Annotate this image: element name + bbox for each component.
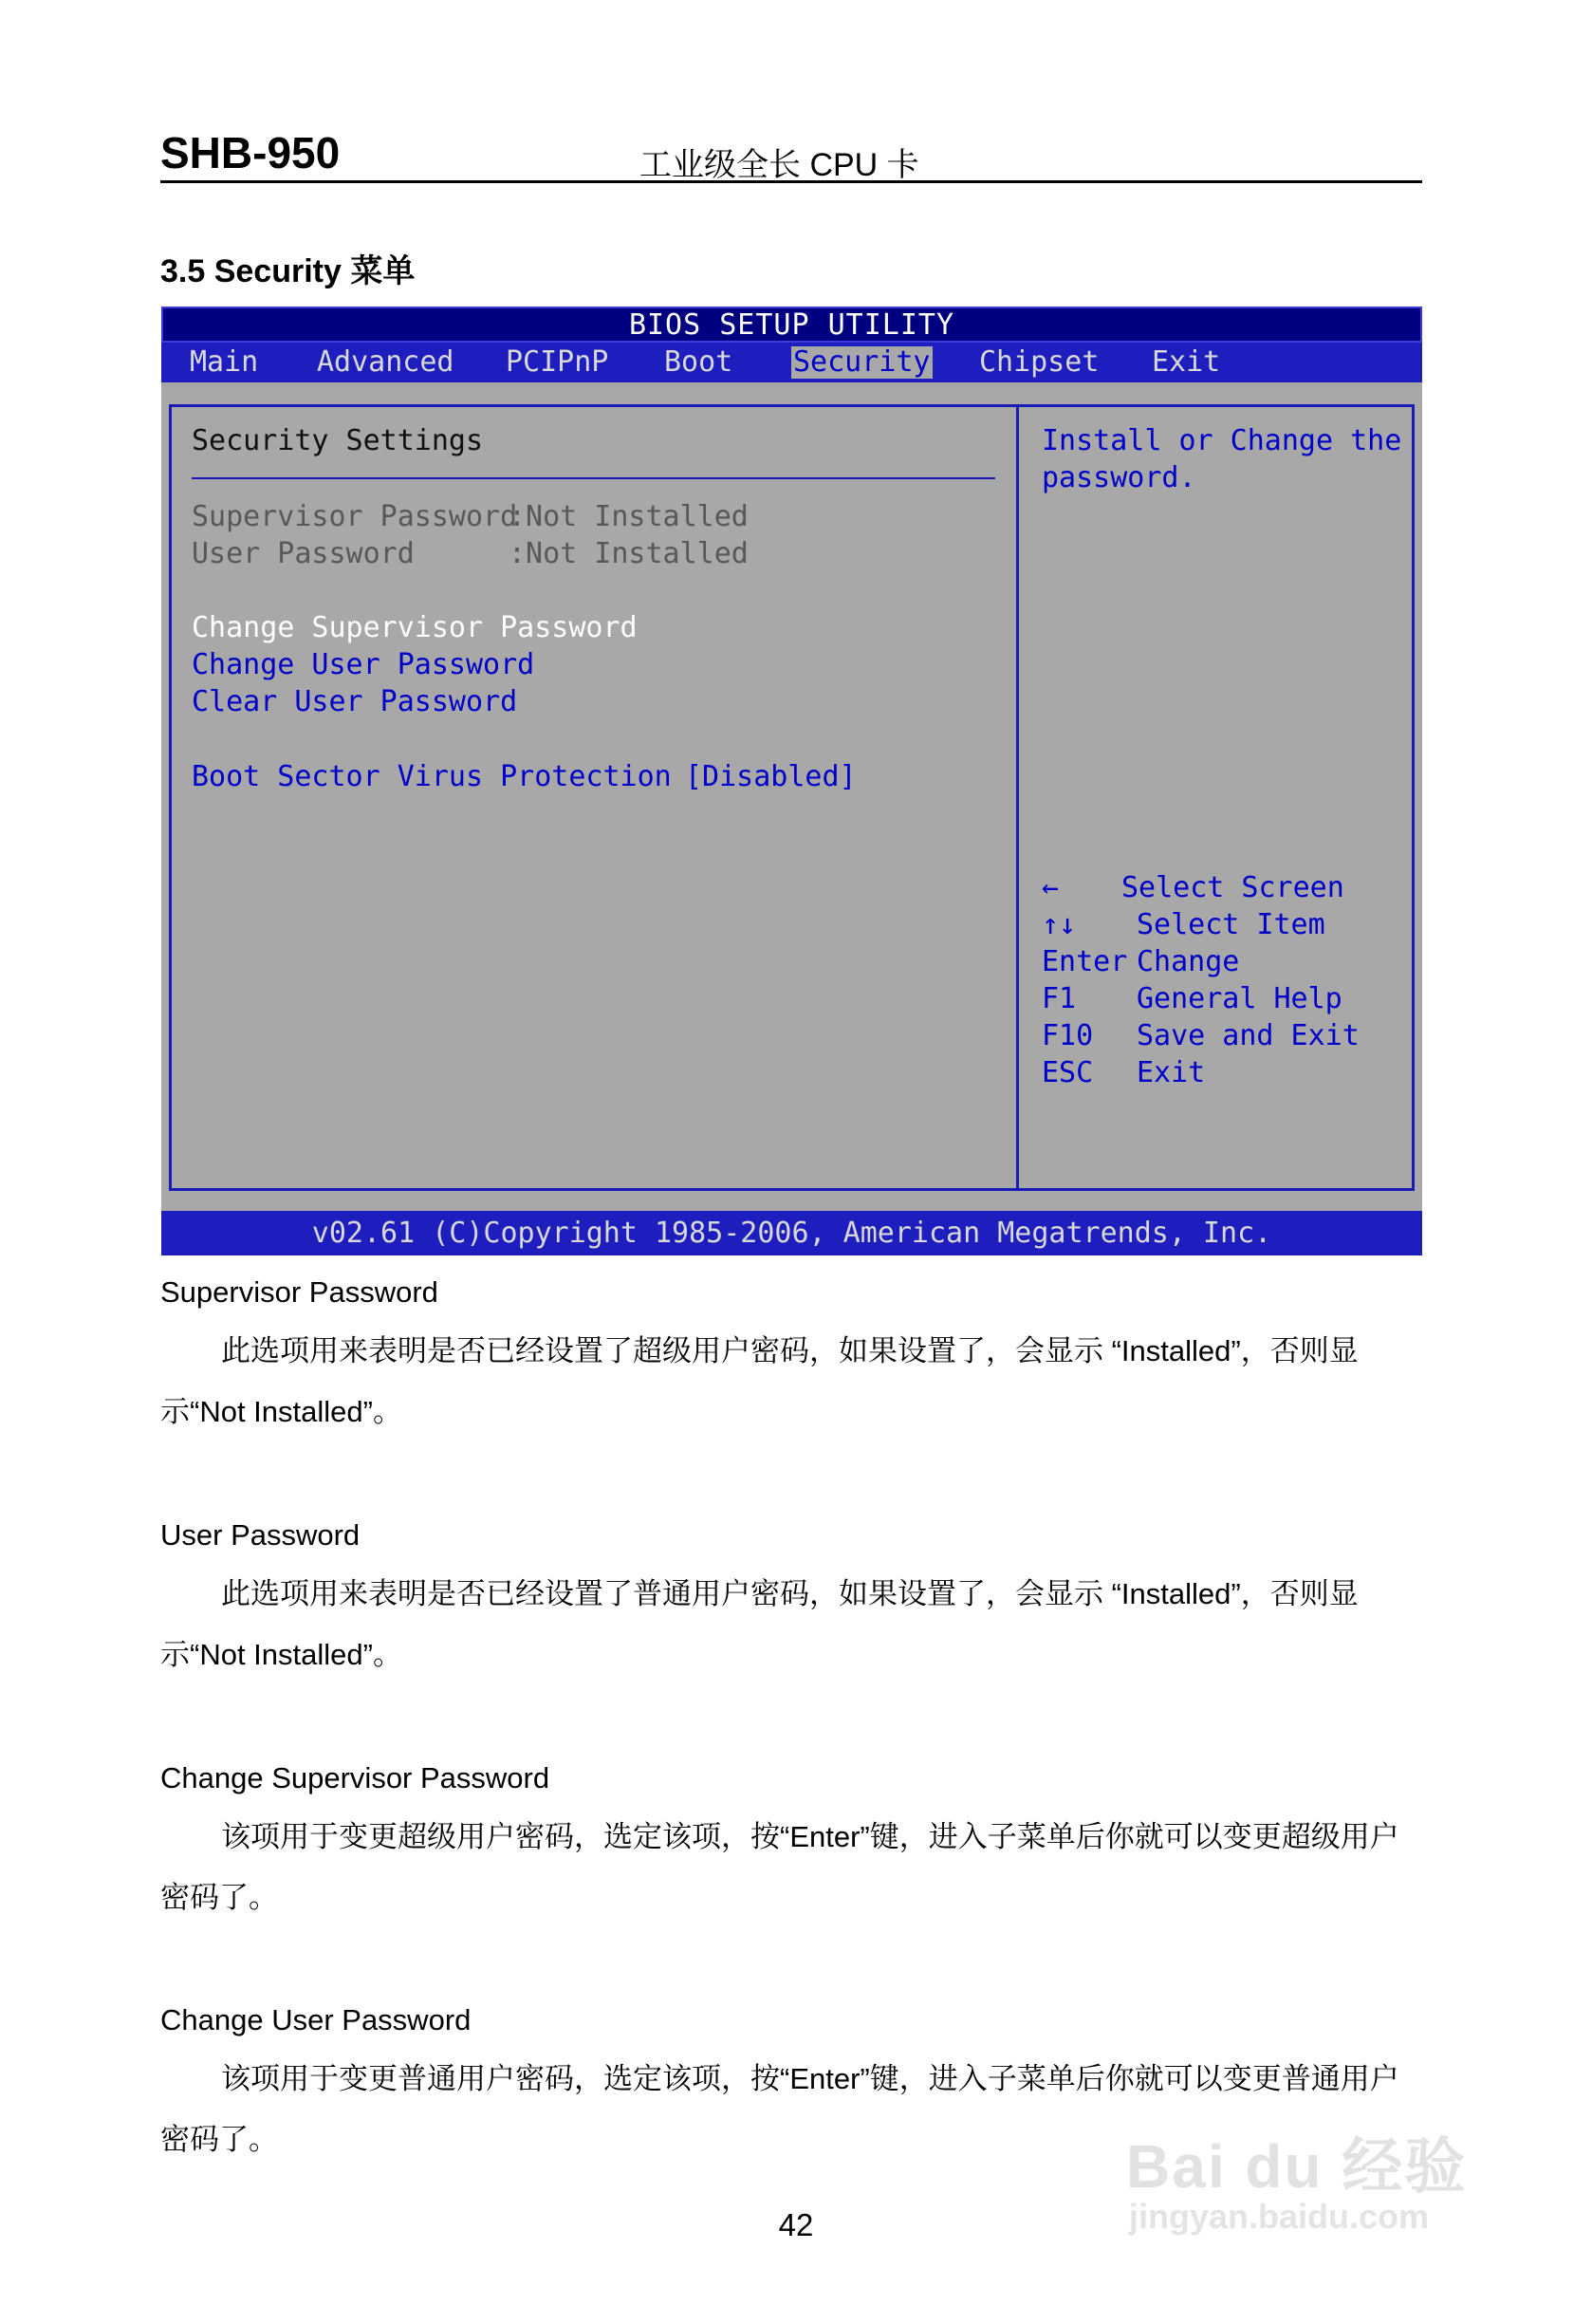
model-name: SHB-950	[160, 128, 341, 177]
key-up-down: ↑↓	[1042, 908, 1077, 941]
boot-sector-virus-protection-value[interactable]: [Disabled]	[685, 760, 857, 793]
change-supervisor-password-option[interactable]: Change Supervisor Password	[192, 611, 638, 644]
menu-pcipnp[interactable]: PCIPnP	[506, 345, 609, 379]
menu-chipset[interactable]: Chipset	[979, 345, 1100, 379]
boot-sector-virus-protection-label[interactable]: Boot Sector Virus Protection	[192, 760, 672, 793]
key-f1: F1	[1042, 982, 1077, 1015]
bios-screenshot	[161, 307, 1422, 1255]
key-desc-general-help: General Help	[1137, 982, 1342, 1015]
supervisor-password-value: :Not Installed	[509, 500, 749, 533]
help-text-line-2: password.	[1042, 461, 1196, 494]
watermark-logo: Bai du 经验	[1126, 2132, 1468, 2201]
panel-title: Security Settings	[192, 424, 484, 457]
key-esc: ESC	[1042, 1056, 1094, 1089]
description-title-change-supervisor-password: Change Supervisor Password	[160, 1761, 550, 1794]
description-title-change-user-password: Change User Password	[160, 2003, 472, 2036]
key-desc-exit: Exit	[1137, 1056, 1206, 1089]
menu-advanced[interactable]: Advanced	[317, 345, 454, 379]
page-header	[160, 121, 1422, 183]
supervisor-password-label: Supervisor Password	[192, 500, 518, 533]
key-desc-select-item: Select Item	[1137, 908, 1325, 941]
menu-security[interactable]: Security	[793, 345, 931, 379]
description-text-change-user-password: 该项用于变更普通用户密码，选定该项，按“Enter”键，进入子菜单后你就可以变更普通用户密码了。	[160, 2062, 1399, 2156]
menu-main[interactable]: Main	[190, 345, 259, 379]
panel-divider	[192, 477, 995, 479]
page-number: 42	[778, 2207, 814, 2242]
key-desc-save-and-exit: Save and Exit	[1137, 1019, 1360, 1052]
description-text-user-password: 此选项用来表明是否已经设置了普通用户密码，如果设置了，会显示 “Installed”，否则显示“Not Installed”。	[160, 1577, 1359, 1671]
user-password-label: User Password	[192, 537, 415, 570]
key-desc-select-screen: Select Screen	[1121, 871, 1344, 904]
description-text-supervisor-password: 此选项用来表明是否已经设置了超级用户密码，如果设置了，会显示 “Installed”，否则显示“Not Installed”。	[160, 1334, 1359, 1428]
key-desc-change: Change	[1137, 945, 1240, 978]
clear-user-password-option[interactable]: Clear User Password	[192, 685, 518, 718]
description-title-user-password: User Password	[160, 1518, 361, 1552]
key-f10: F10	[1042, 1019, 1094, 1052]
description-title-supervisor-password: Supervisor Password	[160, 1275, 438, 1309]
user-password-value: :Not Installed	[509, 537, 749, 570]
key-left-right: ←	[1042, 871, 1060, 904]
menu-exit[interactable]: Exit	[1152, 345, 1221, 379]
bios-menu-bar	[161, 343, 1422, 382]
key-enter: Enter	[1042, 945, 1128, 978]
menu-boot[interactable]: Boot	[664, 345, 733, 379]
bios-title-bar: BIOS SETUP UTILITY	[161, 307, 1422, 343]
description-text-change-supervisor-password: 该项用于变更超级用户密码，选定该项，按“Enter”键，进入子菜单后你就可以变更超级用户密码了。	[160, 1820, 1399, 1914]
bios-copyright-footer: v02.61 (C)Copyright 1985-2006, American Megatrends, Inc.	[161, 1211, 1422, 1255]
help-text-line-1: Install or Change the	[1042, 424, 1402, 457]
change-user-password-option[interactable]: Change User Password	[192, 648, 535, 681]
watermark-url: jingyan.baidu.com	[1129, 2197, 1430, 2236]
section-title: 3.5 Security 菜单	[160, 253, 416, 289]
document-title: 工业级全长 CPU 卡	[639, 147, 919, 183]
